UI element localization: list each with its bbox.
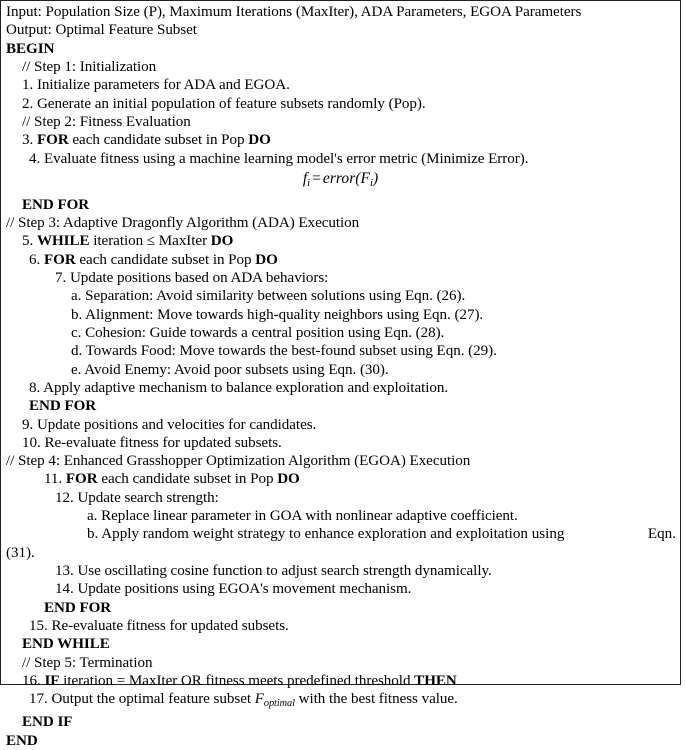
line-5 <box>1 232 680 250</box>
line-7d: d. Towards Food: Move towards the best-found subset using Eqn. (29). <box>71 343 497 360</box>
step2-comment: // Step 2: Fitness Evaluation <box>22 113 191 130</box>
line-5-text: iteration ≤ MaxIter <box>89 233 211 250</box>
f-optimal-subscript: optimal <box>263 698 295 710</box>
end-if: END IF <box>22 714 73 731</box>
step4-comment: // Step 4: Enhanced Grasshopper Optimization Algorithm (EGOA) Execution <box>6 453 471 470</box>
line-6 <box>1 251 680 269</box>
line-12b-text: b. Apply random weight strategy to enhance exploration and exploitation using <box>87 526 565 543</box>
line-12a: a. Replace linear parameter in GOA with nonlinear adaptive coefficient. <box>87 508 518 525</box>
line-12b <box>1 525 680 543</box>
do-keyword: DO <box>248 132 271 149</box>
line-14: 14. Update positions using EGOA's movement mechanism. <box>55 581 412 598</box>
line-16-text: iteration = MaxIter OR fitness meets predefined threshold <box>59 672 415 689</box>
equation-arg-var: F <box>360 169 371 187</box>
for-keyword: FOR <box>36 132 69 149</box>
line-3-number: 3. <box>22 132 37 149</box>
line-7c: c. Cohesion: Guide towards a central position using Eqn. (28). <box>71 324 445 341</box>
line-12b-eqn-ref: Eqn. <box>647 526 676 543</box>
fitness-equation <box>1 168 680 196</box>
line-3-text: each candidate subset in Pop <box>68 132 249 149</box>
line-15: 15. Re-evaluate fitness for updated subsets. <box>29 617 289 634</box>
step3-comment: // Step 3: Adaptive Dragonfly Algorithm (ADA) Execution <box>6 215 360 232</box>
begin-keyword: BEGIN <box>6 40 55 57</box>
line-17-text: 17. Output the optimal feature subset <box>29 691 255 708</box>
line-17 <box>1 690 680 713</box>
equation-operator: = <box>312 169 321 187</box>
line-7b: b. Alignment: Move towards high-quality neighbors using Eqn. (27). <box>71 306 484 323</box>
end-keyword: END <box>6 732 38 749</box>
line-9: 9. Update positions and velocities for candidates. <box>22 416 317 433</box>
for-keyword-11: FOR <box>65 471 98 488</box>
equation-expression <box>303 170 378 187</box>
line-4: 4. Evaluate fitness using a machine learning model's error metric (Minimize Error). <box>29 150 529 167</box>
if-keyword: IF <box>44 672 60 689</box>
end-for-2: END FOR <box>29 398 97 415</box>
f-optimal-symbol <box>254 691 295 710</box>
line-7a: a. Separation: Avoid similarity between solutions using Eqn. (26). <box>71 288 466 305</box>
step1-comment: // Step 1: Initialization <box>22 58 157 75</box>
line-5-number: 5. <box>22 233 37 250</box>
while-keyword: WHILE <box>36 233 90 250</box>
equation-close-paren: ) <box>372 169 379 187</box>
equation-arg-subscript: i <box>370 177 373 189</box>
line-2: 2. Generate an initial population of feature subsets randomly (Pop). <box>22 95 426 112</box>
line-16 <box>1 672 680 690</box>
end-while: END WHILE <box>22 636 110 653</box>
line-6-text: each candidate subset in Pop <box>75 251 256 268</box>
line-7e: e. Avoid Enemy: Avoid poor subsets using Eqn. (30). <box>71 361 389 378</box>
line-6-number: 6. <box>29 251 44 268</box>
output-line: Output: Optimal Feature Subset <box>6 22 197 39</box>
line-8: 8. Apply adaptive mechanism to balance exploration and exploitation. <box>29 379 449 396</box>
do-keyword-5: DO <box>210 233 234 250</box>
f-optimal-var: F <box>254 691 264 708</box>
line-10: 10. Re-evaluate fitness for updated subsets. <box>22 434 282 451</box>
line-11 <box>1 470 680 488</box>
equation-lhs-var: f <box>302 169 308 187</box>
for-keyword-6: FOR <box>43 251 76 268</box>
step5-comment: // Step 5: Termination <box>22 654 153 671</box>
end-for-1: END FOR <box>22 196 90 213</box>
line-17-text-end: with the best fitness value. <box>294 691 458 708</box>
line-16-number: 16. <box>22 672 45 689</box>
end-for-3: END FOR <box>44 599 112 616</box>
line-1: 1. Initialize parameters for ADA and EGOA. <box>22 77 290 94</box>
do-keyword-6: DO <box>255 251 278 268</box>
equation-open-paren: ( <box>355 169 361 187</box>
line-12b-wrap: (31). <box>6 544 35 561</box>
pseudocode-lines <box>1 3 680 750</box>
line-7: 7. Update positions based on ADA behaviors: <box>55 270 329 287</box>
line-3 <box>1 131 680 149</box>
equation-lhs-subscript: i <box>307 177 311 189</box>
equation-function: error <box>322 169 356 187</box>
input-line: Input: Population Size (P), Maximum Iterations (MaxIter), ADA Parameters, EGOA Parameters <box>6 4 582 20</box>
line-13: 13. Use oscillating cosine function to adjust search strength dynamically. <box>55 563 492 580</box>
line-12: 12. Update search strength: <box>55 489 219 506</box>
do-keyword-11: DO <box>277 471 300 488</box>
then-keyword: THEN <box>414 672 457 689</box>
line-11-number: 11. <box>44 471 66 488</box>
line-11-text: each candidate subset in Pop <box>97 471 278 488</box>
